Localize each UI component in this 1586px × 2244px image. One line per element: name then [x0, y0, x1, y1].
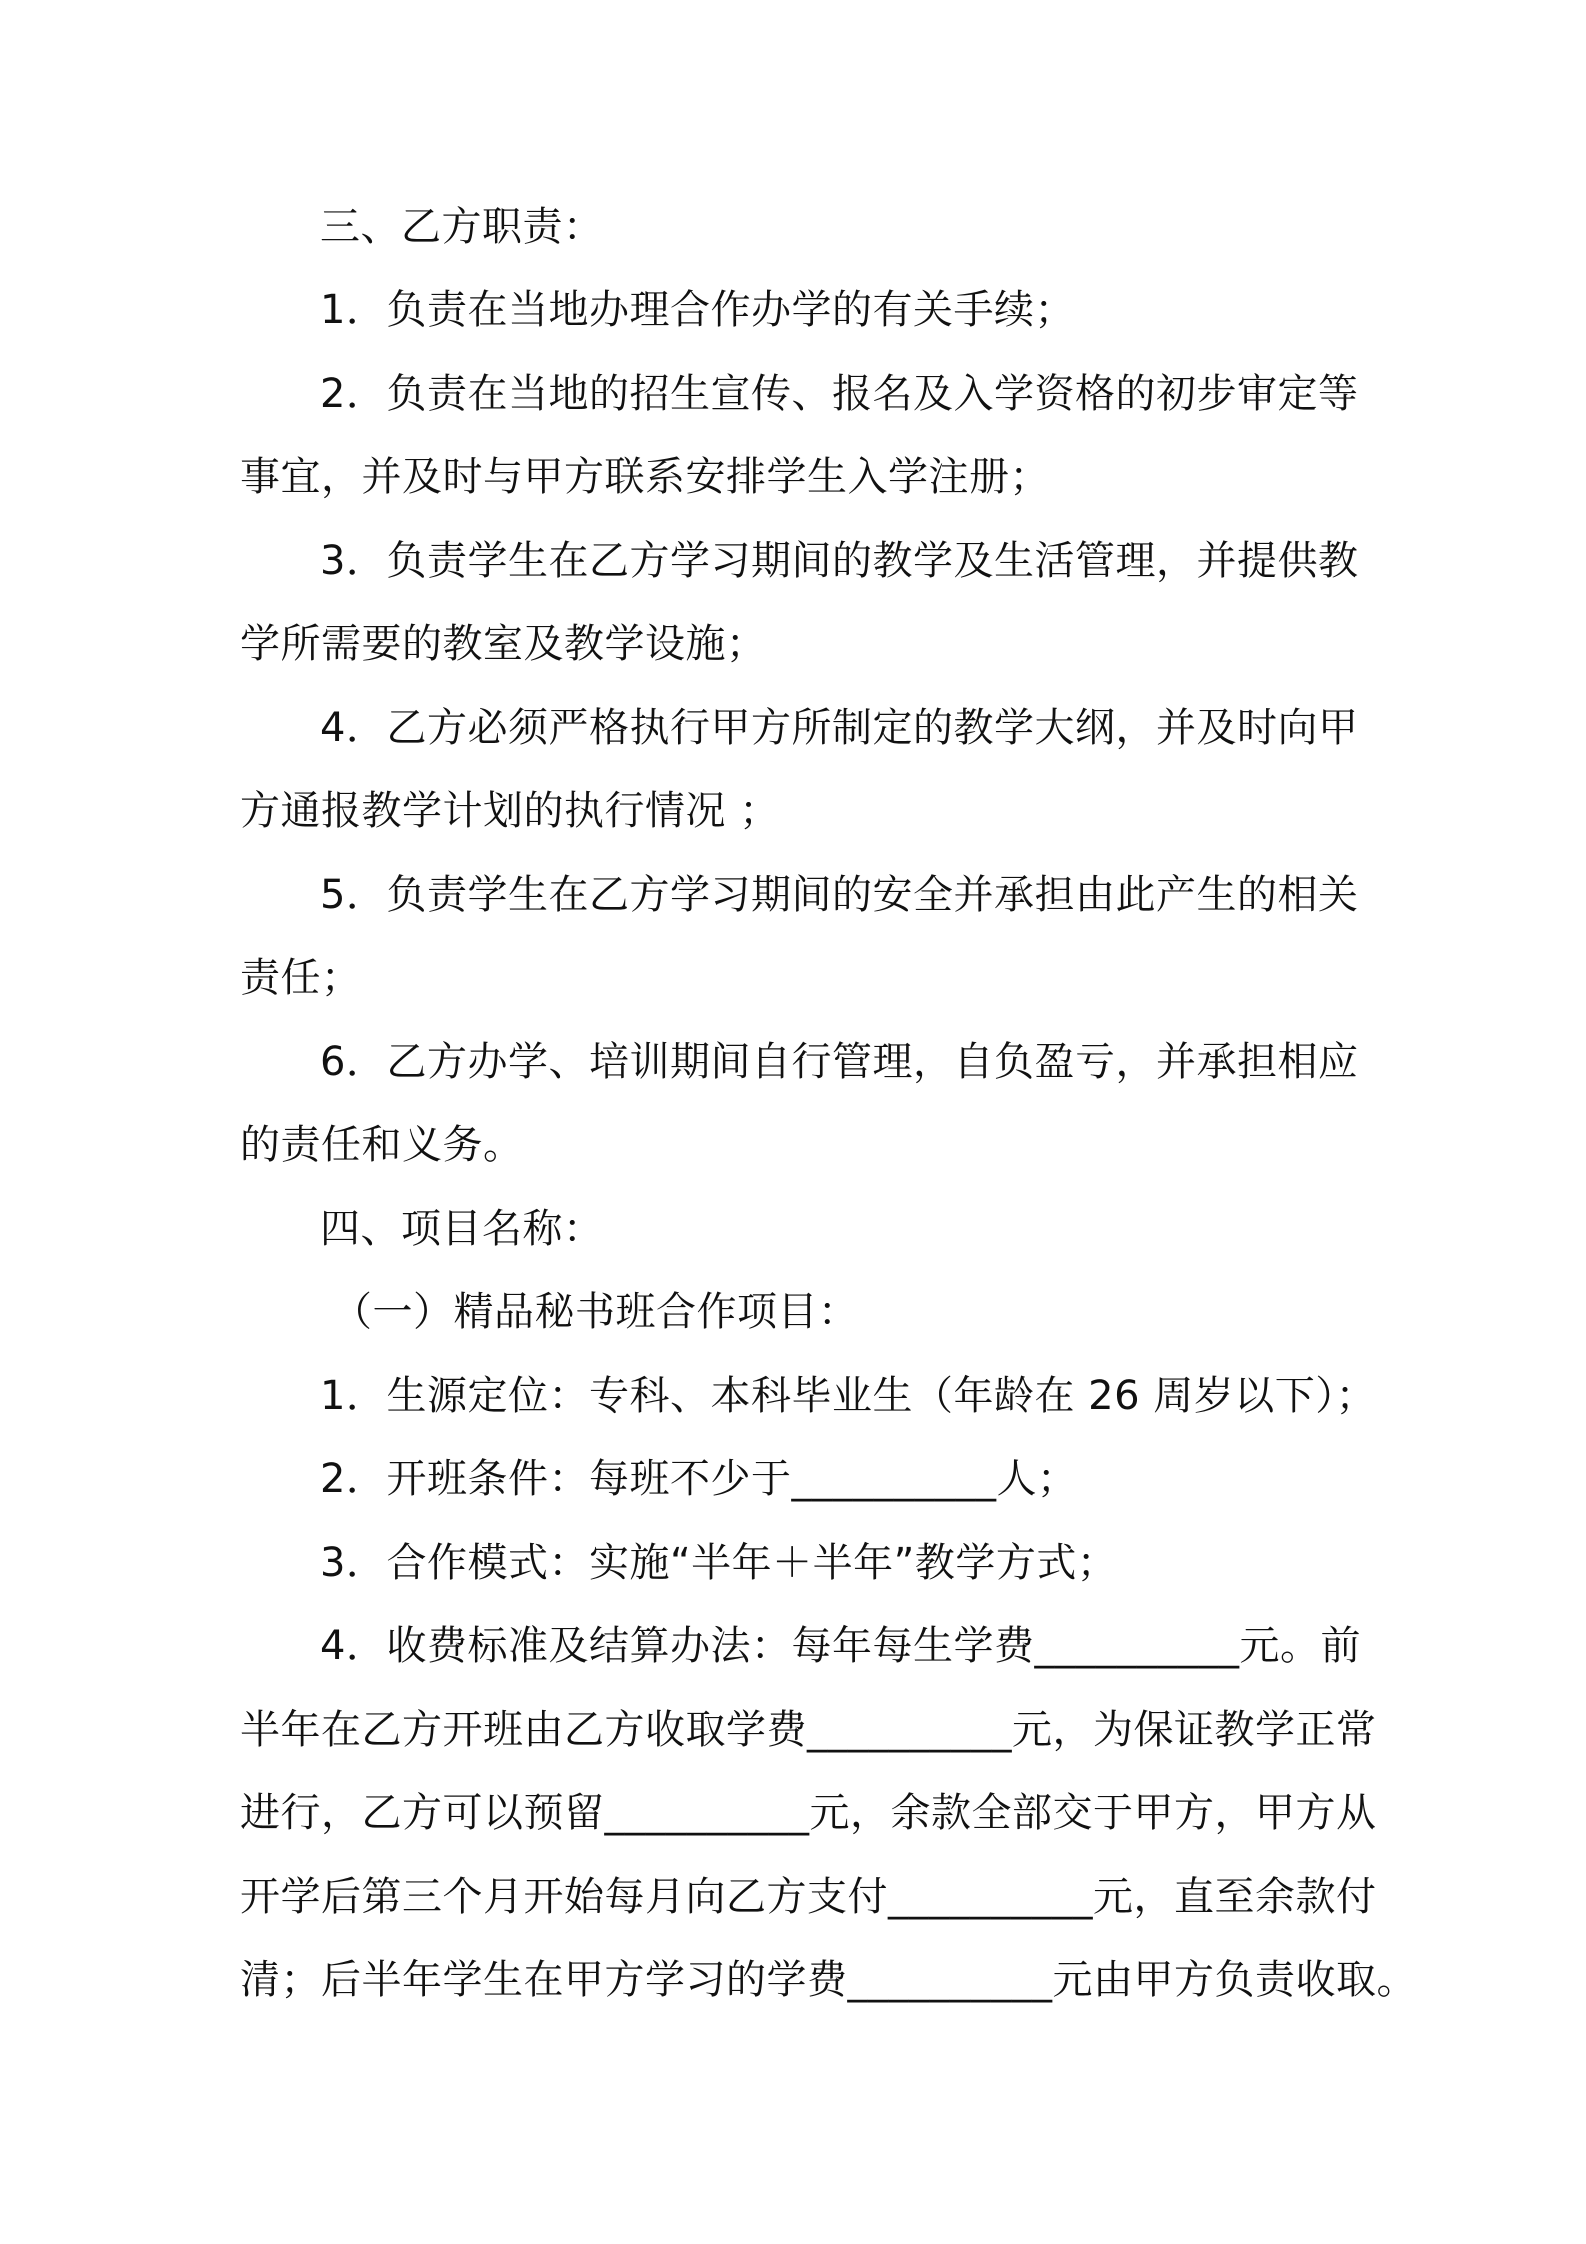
section-heading-4: 四、项目名称： [320, 1206, 604, 1252]
paragraph-line: 3．合作模式：实施“半年＋半年”教学方式； [320, 1540, 1118, 1586]
paragraph-line: 开学后第三个月开始每月向乙方支付__________元，直至余款付 [240, 1874, 1377, 1920]
paragraph-line: 4．乙方必须严格执行甲方所制定的教学大纲，并及时向甲 [320, 705, 1359, 751]
paragraph-line: 半年在乙方开班由乙方收取学费__________元，为保证教学正常 [240, 1707, 1377, 1753]
paragraph-line: 4．收费标准及结算办法：每年每生学费__________元。前 [320, 1623, 1361, 1669]
paragraph-line: 6．乙方办学、培训期间自行管理，自负盈亏，并承担相应 [320, 1039, 1359, 1085]
section-heading-3: 三、乙方职责： [320, 204, 604, 250]
paragraph-line: 事宜，并及时与甲方联系安排学生入学注册； [240, 454, 1050, 500]
paragraph-line: 2．负责在当地的招生宣传、报名及入学资格的初步审定等 [320, 371, 1359, 417]
paragraph-line: 2．开班条件：每班不少于__________人； [320, 1456, 1078, 1502]
paragraph-line: 清；后半年学生在甲方学习的学费__________元由甲方负责收取。 [240, 1957, 1417, 2003]
paragraph-line: 进行，乙方可以预留__________元，余款全部交于甲方，甲方从 [240, 1790, 1377, 1836]
paragraph-line: 的责任和义务。 [240, 1122, 524, 1168]
paragraph-line: 1．负责在当地办理合作办学的有关手续； [320, 287, 1075, 333]
paragraph-line: 3．负责学生在乙方学习期间的教学及生活管理，并提供教 [320, 538, 1359, 584]
paragraph-line: 学所需要的教室及教学设施； [240, 621, 767, 667]
paragraph-line: 5．负责学生在乙方学习期间的安全并承担由此产生的相关 [320, 872, 1359, 918]
paragraph-line: 1．生源定位：专科、本科毕业生（年龄在 26 周岁以下）； [320, 1373, 1377, 1419]
subsection-heading: （一）精品秘书班合作项目： [332, 1289, 859, 1335]
paragraph-line: 方通报教学计划的执行情况 ； [240, 788, 780, 834]
paragraph-line: 责任； [240, 955, 362, 1001]
